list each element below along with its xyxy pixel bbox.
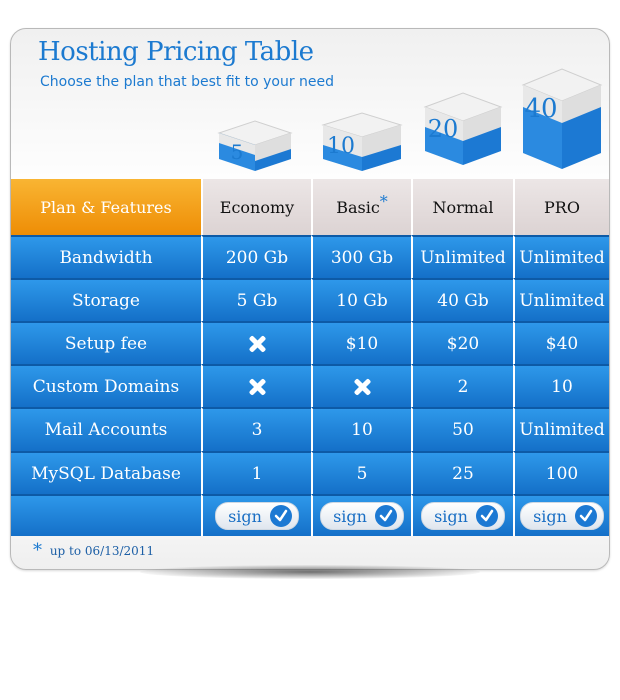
feature-value: 10 — [513, 364, 609, 407]
feature-value — [311, 364, 411, 407]
feature-label: Mail Accounts — [11, 407, 201, 451]
x-mark-icon — [248, 335, 266, 353]
feature-value: 40 Gb — [411, 278, 513, 321]
cube-icon — [523, 67, 601, 169]
sign-cell-normal — [411, 494, 513, 536]
feature-value: 5 — [311, 451, 411, 494]
feature-label: Bandwidth — [11, 235, 201, 278]
plan-basic-header — [311, 179, 411, 235]
feature-value: 10 — [311, 407, 411, 451]
feature-value: 1 — [201, 451, 311, 494]
cube-label: 5 — [230, 140, 244, 164]
feature-value: Unlimited — [513, 235, 609, 278]
feature-value: 25 — [411, 451, 513, 494]
sign-row-empty — [11, 494, 201, 536]
plan-normal-header: Normal — [411, 179, 513, 235]
checkmark-icon — [375, 505, 397, 527]
page-title: Hosting Pricing Table — [38, 37, 314, 67]
pricing-panel — [10, 28, 610, 570]
plan-basic-label: Basic — [336, 197, 380, 217]
feature-value: 100 — [513, 451, 609, 494]
sign-cell-economy — [201, 494, 311, 536]
checkmark-icon — [476, 505, 498, 527]
feature-value — [201, 364, 311, 407]
table-row — [11, 321, 609, 364]
sign-row — [11, 494, 609, 536]
cube-icon — [219, 119, 291, 171]
page-subtitle: Choose the plan that best fit to your need — [40, 74, 335, 90]
asterisk-icon: * — [379, 191, 388, 211]
feature-label: Setup fee — [11, 321, 201, 364]
feature-value: $10 — [311, 321, 411, 364]
feature-value: 3 — [201, 407, 311, 451]
feature-value: Unlimited — [411, 235, 513, 278]
footnote-text: up to 06/13/2011 — [49, 544, 155, 558]
table-row — [11, 364, 609, 407]
feature-value: 200 Gb — [201, 235, 311, 278]
feature-value: Unlimited — [513, 278, 609, 321]
plan-economy-header: Economy — [201, 179, 311, 235]
cube-label: 40 — [524, 94, 558, 124]
x-mark-icon — [248, 378, 266, 396]
cube-label: 20 — [427, 115, 459, 143]
feature-label: MySQL Database — [11, 451, 201, 494]
sign-cell-basic — [311, 494, 411, 536]
checkmark-icon — [270, 505, 292, 527]
sign-button-basic[interactable] — [320, 502, 404, 530]
feature-label: Storage — [11, 278, 201, 321]
feature-value: 5 Gb — [201, 278, 311, 321]
checkmark-icon — [575, 505, 597, 527]
x-mark-icon — [353, 378, 371, 396]
sign-button-pro[interactable] — [520, 502, 604, 530]
panel-shadow — [140, 565, 480, 579]
sign-label: sign — [333, 506, 367, 526]
footnote — [33, 539, 154, 560]
table-row — [11, 407, 609, 451]
feature-value: 10 Gb — [311, 278, 411, 321]
feature-value: 2 — [411, 364, 513, 407]
feature-value: $40 — [513, 321, 609, 364]
table-row — [11, 451, 609, 494]
feature-value — [201, 321, 311, 364]
features-header: Plan & Features — [11, 179, 201, 235]
sign-label: sign — [434, 506, 468, 526]
feature-value: 300 Gb — [311, 235, 411, 278]
feature-label: Custom Domains — [11, 364, 201, 407]
sign-cell-pro — [513, 494, 609, 536]
sign-label: sign — [533, 506, 567, 526]
asterisk-icon: * — [33, 540, 42, 561]
cube-label: 10 — [327, 134, 355, 159]
cube-icon — [425, 91, 501, 165]
plan-pro-header: PRO — [513, 179, 609, 235]
feature-value: $20 — [411, 321, 513, 364]
feature-value: Unlimited — [513, 407, 609, 451]
sign-button-normal[interactable] — [421, 502, 505, 530]
table-header-row — [11, 179, 609, 235]
feature-value: 50 — [411, 407, 513, 451]
sign-button-economy[interactable] — [215, 502, 299, 530]
table-row — [11, 235, 609, 278]
cube-icon — [323, 111, 401, 171]
sign-label: sign — [228, 506, 262, 526]
table-row — [11, 278, 609, 321]
